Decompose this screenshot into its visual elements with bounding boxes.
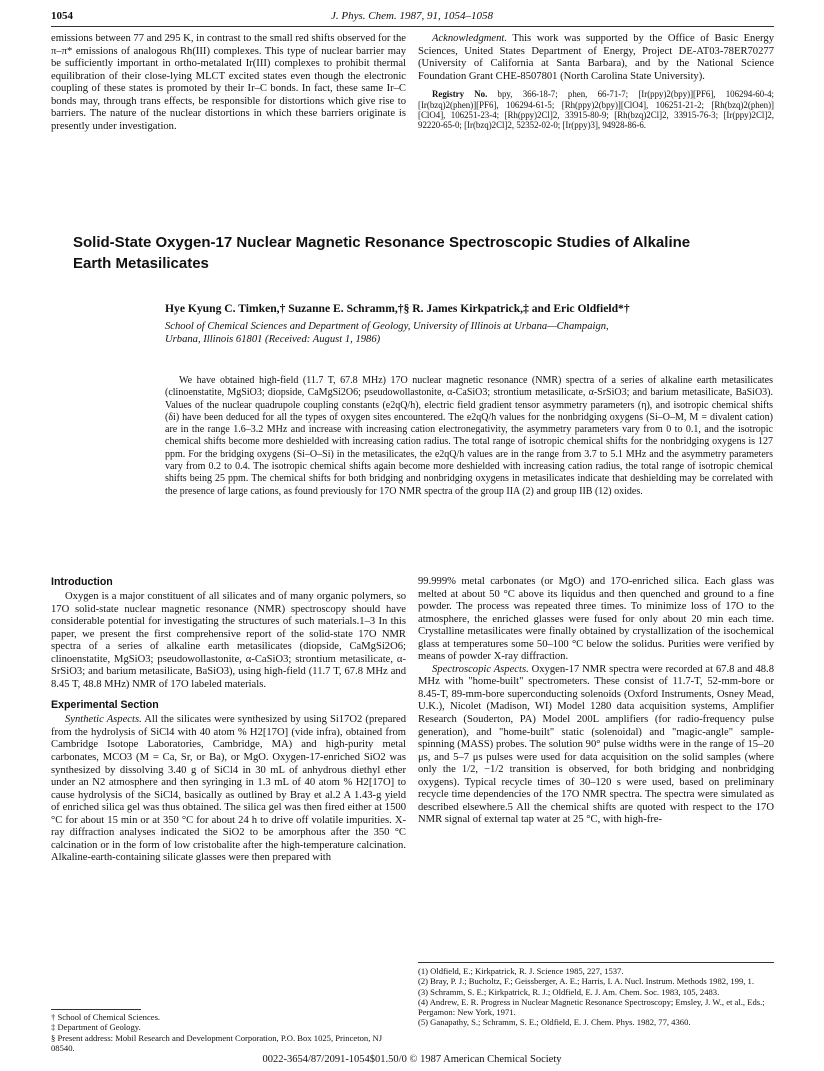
reference-1: (1) Oldfield, E.; Kirkpatrick, R. J. Science 1985, 227, 1537. (418, 966, 624, 976)
references-rule (418, 962, 774, 963)
reference-3: (3) Schramm, S. E.; Kirkpatrick, R. J.; Oldfield, E. J. Am. Chem. Soc. 1983, 105, 2483. (418, 986, 720, 997)
reference-4: (4) Andrew, E. R. Progress in Nuclear Magnetic Resonance Spectroscopy; Emsley, J. W., et al., Eds.; Pergamon: New York, 1971. (418, 996, 765, 1018)
synthetic-aspects-text: All the silicates were synthesized by using Si17O2 (prepared from the hydrolysis of SiCl4 with 40 atom % H2[17O] (vide infra), obtained from Cambridge Isotope Laboratories, Cambridge, MA) and high-purity metal carbonates, MCO3 (M = Ca, Sr, or Ba), or MgO. Oxygen-17-enriched SiO2 was synthesized by dissolving 3.40 g of SiCl4 in 30 mL of anhydrous diethyl ether under an N2 atmosphere and then syringing in 1.3 mL of 40 atom % H2[17O] to cause hydrolysis of the SiCl4, basically as outlined by Bray et al.2 A 1.43-g yield of enriched silica gel was thus obtained. The silica gel was then fired either at 1500 °C for about 15 min or at 350 °C for about 24 h to drive off volatile impurities. X-ray diffraction analyses indicated the SiO2 to be amorphous after the 350 °C calcination or in the form of low cristobalite after the high-temperature calcination. Alkaline-earth-containing silicate glasses were then prepared with (51, 714, 406, 864)
acknowledgment-label: Acknowledgment. (432, 33, 508, 44)
registry-label: Registry No. (432, 89, 488, 100)
spectroscopic-aspects-label: Spectroscopic Aspects. (432, 663, 529, 675)
page-number: 1054 (51, 10, 73, 22)
references (418, 966, 774, 1028)
registry-numbers (418, 89, 774, 131)
right-column (418, 576, 774, 827)
article-authors: Hye Kyung C. Timken,† Suzanne E. Schramm,†§ R. James Kirkpatrick,‡ and Eric Oldfield*† (165, 302, 630, 315)
acknowledgment-text: This work was supported by the Office of Basic Energy Sciences, United States Department of Energy, Project DE-AT03-78ER70277 (University of California at Santa Barbara), and by the National Science Foundation Grant CHE-8507801 (North Carolina State University). (418, 33, 774, 82)
footnote-present-address: § Present address: Mobil Research and Development Corporation, P.O. Box 1025, Princeton, NJ 08540. (51, 1032, 383, 1053)
reference-2: (2) Bray, P. J.; Bucholtz, F.; Geissberger, A. E.; Harris, I. A. Nucl. Instrum. Methods 1982, 199, 1. (418, 976, 755, 987)
acknowledgment (418, 33, 774, 83)
synthetic-aspects (51, 714, 406, 865)
header-rule (51, 26, 774, 27)
page-footer: 0022-3654/87/2091-1054$01.50/0 © 1987 American Chemical Society (262, 1054, 562, 1065)
footnote-rule (51, 1009, 141, 1010)
experimental-heading: Experimental Section (51, 699, 159, 712)
registry-text: bpy, 366-18-7; phen, 66-71-7; [Ir(ppy)2(bpy)][PF6], 106294-60-4; [Ir(bzq)2(phen)][PF6], 106294-61-5; [Rh(ppy)2(bpy)][ClO4], 106251-21-2; [Rh(bzq)2(phen)][ClO4], 106251-23-4; [Rh(ppy)2Cl]2, 33915-80-9; [Rh(bzq)2Cl]2, 33915-76-3; [Ir(ppy)2Cl]2, 92220-65-0; [Ir(bzq)2Cl]2, 52352-02-0; [Ir(ppy)3], 94928-86-6. (418, 89, 775, 131)
top-left-paragraph: emissions between 77 and 295 K, in contrast to the small red shifts observed for the π–π* emissions of analogous Rh(III) complexes. This type of nuclear barrier may be sufficiently important in ortho-metalated Ir(III) complexes to prohibit thermal equilibration of their close-lying MLCT excited states even though the electronic coupling of these states is promoted by their Ir–C bonds. In fact, these same Ir–C bonds may, through trans effects, be responsible for distortions which give rise to barriers. The nature of the nuclear distortions in which these barriers originate is presently under investigation. (51, 33, 406, 132)
article-title-line1: Solid-State Oxygen-17 Nuclear Magnetic Resonance Spectroscopic Studies of Alkaline (73, 234, 691, 251)
running-title: J. Phys. Chem. 1987, 91, 1054–1058 (331, 10, 493, 22)
footnote-geology: ‡ Department of Geology. (51, 1022, 141, 1033)
article-title-line2: Earth Metasilicates (73, 255, 209, 272)
right-column-paragraph: 99.999% metal carbonates (or MgO) and 17O-enriched silica. Each glass was melted at about 50 °C above its liquidus and then quenched and ground to a fine powder. The process was repeated three times. To minimize loss of 17O to the atmosphere, the enriched glasses were fused for only about 20 min each time. Crystalline metasilicates were finally obtained by crystallization of the isochemical glass at temperatures some 50–100 °C below the solidus. Purities were verified by means of powder X-ray diffraction. (418, 576, 774, 663)
spectroscopic-aspects-text: Oxygen-17 NMR spectra were recorded at 67.8 and 48.8 MHz with "home-built" spectrometers. These consist of 11.7-T, 52-mm-bore or 8.45-T, 89-mm-bore superconducting solenoids (Oxford Instruments, Osney Mead, U.K.), Nicolet (Madison, WI) Model 1280 data acquisition systems, Amplifier Research (Souderton, PA) Model 200L amplifiers (for radio-frequency pulse generation), and "home-built" static (solenoidal) and "magic-angle" sample-spinning (MASS) probes. The solution 90° pulse widths were in the range of 15–20 μs, and 5–7 μs pulses were used for data acquisition on the solid samples (where only the 1/2, −1/2 transition is observed, for both bridging and nonbridging oxygens). Typical recycle times of 30–120 s were used, based on preliminary recycle time dependencies of the 17O NMR spectra. The spectra were simulated as described elsewhere.5 All the chemical shifts are quoted with respect to the 17O NMR signal of external tap water at 25 °C, with high-fre- (418, 663, 774, 826)
article-affiliation (165, 320, 775, 346)
synthetic-aspects-label: Synthetic Aspects. (65, 714, 142, 726)
introduction-text: Oxygen is a major constituent of all silicates and of many organic polymers, so 17O solid-state nuclear magnetic resonance (NMR) spectroscopy should have considerable potential for investigating the structures of such materials.1–3 In this paper, we present the first comprehensive report of the solid-state 17O NMR spectra of a series of alkaline earth metasilicates (diopside, CaMgSi2O6; clinoenstatite, MgSiO3; pseudowollastonite, α-CaSiO3; strontium metasilicate, α-SrSiO3; and barium metasilicate, BaSiO3), using high-field (11.7 T, 67.8 MHz and 8.45 T, 48.8 MHz) NMR of 17O labeled materials. (51, 591, 406, 690)
introduction-heading: Introduction (51, 576, 113, 588)
acknowledgment-block (418, 33, 774, 131)
affiliation-line2: Urbana, Illinois 61801 (Received: August 1, 1986) (165, 334, 381, 345)
left-column (51, 576, 406, 865)
article-title (73, 232, 773, 274)
spectroscopic-aspects (418, 664, 774, 827)
affiliation-line1: School of Chemical Sciences and Department of Geology, University of Illinois at Urbana—Champaign, (165, 321, 609, 332)
footnote-chemical-sciences: † School of Chemical Sciences. (51, 1012, 161, 1022)
author-footnotes (51, 1012, 406, 1053)
reference-5: (5) Ganapathy, S.; Schramm, S. E.; Oldfield, E. J. Chem. Phys. 1982, 77, 4360. (418, 1017, 691, 1028)
abstract: We have obtained high-field (11.7 T, 67.8 MHz) 17O nuclear magnetic resonance (NMR) spectra of a series of alkaline earth metasilicates (clinoenstatite, MgSiO3; diopside, CaMgSi2O6; pseudowollastonite, α-CaSiO3; strontium metasilicate, α-SrSiO3; and barium metasilicate, BaSiO3). Values of the nuclear quadrupole coupling constants (e2qQ/h), electric field gradient tensor asymmetry parameters (η), and isotropic chemical shifts (δi) have been deduced for all the types of oxygen sites encountered. The e2qQ/h values for the nonbridging oxygens (Si–O–M, M = divalent cation) are in the range 1.6–3.2 MHz and increase with increasing cation electronegativity, the asymmetry parameters vary from 0 to 0.1, and the isotropic chemical shifts become more deshielded with increasing cation radius. The total range of isotropic chemical shifts for the nonbridging oxygens is 127 ppm. For the bridging oxygens (Si–O–Si) in the metasilicates, the e2qQ/h values are in the range from 3.7 to 5.1 MHz and the asymmetry parameters vary from 0.2 to 0.4. The isotropic chemical shifts again become more deshielded with increasing cation radius, the total range of isotropic chemical shifts being 25 ppm. The chemical shifts for both bridging and nonbridging oxygens in metasilicates indicate that deshielding may be correlated with the presence of large cations, as found previously for 17O NMR spectra of the group IIA (2) and group IIB (12) oxides. (165, 375, 773, 497)
